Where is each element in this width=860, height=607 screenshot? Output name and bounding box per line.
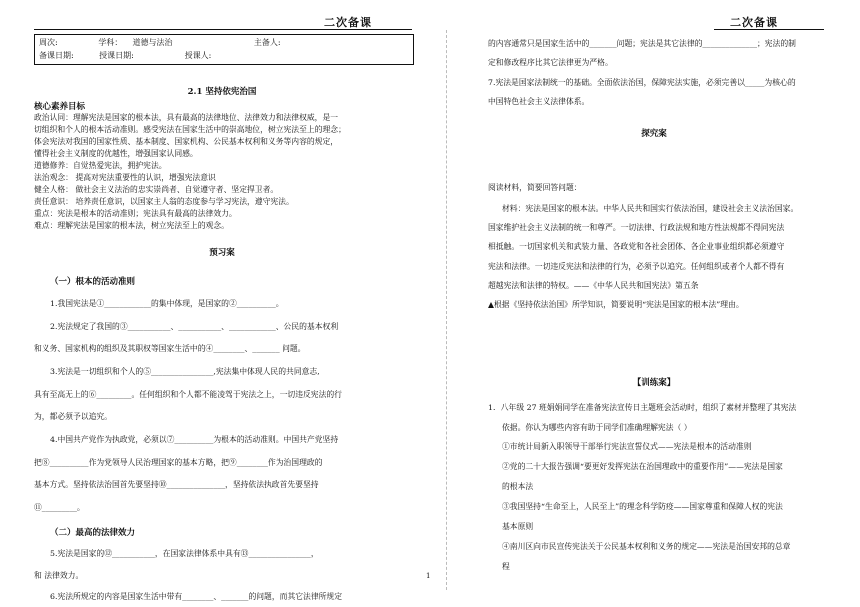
difficult-point: 难点：理解宪法是国家的根本法，树立宪法至上的观念。	[34, 221, 229, 230]
core-heading: 核心素养目标	[34, 102, 86, 112]
explore-line: 材料：宪法是国家的根本法。中华人民共和国实行依法治国，建设社会主义法治国家。	[502, 204, 799, 213]
core-line: 责任意识： 培养责任意识，以国家主人翁的态度参与学习宪法，遵守宪法。	[34, 197, 294, 206]
right-line: 的内容通常只是国家生活中的_______问题；宪法是其它法律的______________；宪法的制	[488, 39, 796, 48]
page-number: 1	[426, 572, 431, 580]
core-line: 政治认同：理解宪法是国家的根本法，具有最高的法律地位、法律效力和法律权威，是一	[34, 113, 339, 122]
preview-item: 4.中国共产党作为执政党，必须以⑦__________为根本的活动准则。中国共产党坚持	[50, 435, 339, 444]
page-divider	[446, 30, 447, 590]
preview-item: 基本方式。坚持依法治国首先要坚持⑩_______________，坚持依法执政首先要坚持	[34, 480, 319, 489]
key-point: 重点：宪法是根本的活动准则；宪法具有最高的法律效力。	[34, 209, 237, 218]
explore-line: 阅读材料，简要回答问题：	[488, 183, 582, 192]
training-heading: 【训练案】	[632, 378, 676, 388]
preview-item: 3.宪法是一切组织和个人的⑤________________,宪法集中体现人民的共同意志,	[50, 367, 320, 376]
right-header-label: 二次备课	[730, 16, 778, 29]
section-heading-2: （二）最高的法律效力	[50, 528, 136, 538]
preview-item: 把⑧__________作为党领导人民治理国家的基本方略，把⑨________作为治国理政的	[34, 458, 323, 467]
training-line: 依据。你认为哪些内容有助于同学们准确理解宪法（ ）	[502, 423, 692, 432]
explore-line: 国家维护社会主义法制的统一和尊严。一切法律、行政法规和地方性法规都不得同宪法	[488, 223, 785, 232]
training-option: 基本原则	[502, 522, 534, 531]
training-line: 1．八年级 27 班娟娟同学在准备宪法宣传日主题班会活动时，组织了素材并整理了其宪法	[488, 403, 797, 412]
right-line: 定和修改程序比其它法律更为严格。	[488, 58, 613, 67]
preview-item: 1.我国宪法是①____________的集中体现，是国家的②__________。	[50, 299, 284, 308]
right-header-rule	[714, 29, 824, 30]
preview-item: 和 法律效力。	[34, 571, 84, 580]
training-option: ③我国坚持“生命至上，人民至上”的理念科学防疫——国家尊重和保障人权的宪法	[502, 502, 783, 511]
section-heading-1: （一）根本的活动准则	[50, 277, 136, 287]
training-option: ①市统计局新入职领导干部举行宪法宣誓仪式——宪法是根本的活动准则	[502, 442, 752, 451]
core-line: 懂得社会主义制度的优越性，增强国家认同感。	[34, 149, 198, 158]
preview-item: 5.宪法是国家的⑫___________，在国家法律体系中具有⑬________________，	[50, 549, 319, 558]
right-page	[474, 0, 834, 607]
core-line: 法治观念： 提高对宪法重要性的认识，增强宪法意识	[34, 173, 216, 182]
core-line: 健全人格： 做社会主义法治的忠实崇尚者、自觉遵守者、坚定捍卫者。	[34, 185, 279, 194]
lesson-title: 2.1 坚持依宪治国	[187, 87, 257, 97]
training-option: 的根本法	[502, 482, 534, 491]
core-line: 切组织和个人的根本活动准则。感受宪法在国家生活中的崇高地位，树立宪法至上的理念；	[34, 125, 346, 134]
explore-heading: 探究案	[641, 129, 667, 139]
training-option: ④南川区向市民宣传宪法关于公民基本权利和义务的规定——宪法是治国安邦的总章	[502, 542, 791, 551]
right-line: 7.宪法是国家法制统一的基础。全面依法治国，保障宪法实施，必须完善以_____为核心的	[488, 78, 796, 87]
core-line: 道德修养：自觉热爱宪法，拥护宪法。	[34, 161, 167, 170]
info-box	[34, 34, 414, 65]
preview-item: 为，都必须予以追究。	[34, 412, 112, 421]
explore-line: 超越宪法和法律的特权。——《中华人民共和国宪法》第五条	[488, 281, 699, 290]
info-row-1: 周次: 学科： 道德与法治 主备人:	[39, 38, 281, 47]
explore-line: 宪法和法律。一切违反宪法和法律的行为，必须予以追究。任何组织或者个人都不得有	[488, 262, 785, 271]
left-page	[26, 0, 418, 607]
info-row-2: 备课日期: 授课日期: 授课人:	[39, 51, 212, 60]
preview-item: 和义务、国家机构的组织及其职权等国家生活中的④________、_______ 问题。	[34, 344, 306, 353]
core-line: 体会宪法对我国的国家性质、基本制度、国家机构、公民基本权利和义务等内容的规定，	[34, 137, 339, 146]
left-header-rule	[34, 29, 412, 30]
preview-item: 2.宪法规定了我国的③___________、___________、____________、公民的基本权利	[50, 322, 339, 331]
preview-item: ⑪_________。	[34, 503, 85, 512]
explore-question: ▲根据《坚持依法治国》所学知识，简要说明“宪法是国家的根本法”理由。	[488, 300, 744, 309]
explore-line: 相抵触。一切国家机关和武装力量、各政党和各社会团体、各企业事业组织都必须遵守	[488, 242, 785, 251]
preview-heading: 预习案	[209, 248, 235, 258]
training-option: ②党的二十大报告强调“要更好发挥宪法在治国理政中的重要作用”——宪法是国家	[502, 462, 783, 471]
right-line: 中国特色社会主义法律体系。	[488, 97, 590, 106]
training-option: 程	[502, 562, 510, 571]
left-header-label: 二次备课	[324, 16, 372, 29]
preview-item: 6.宪法所规定的内容是国家生活中带有________、_______的问题，而其它法律所规定	[50, 592, 343, 601]
preview-item: 具有至高无上的⑥_________。任何组织和个人都不能凌驾于宪法之上，一切违反宪法的行	[34, 390, 342, 399]
